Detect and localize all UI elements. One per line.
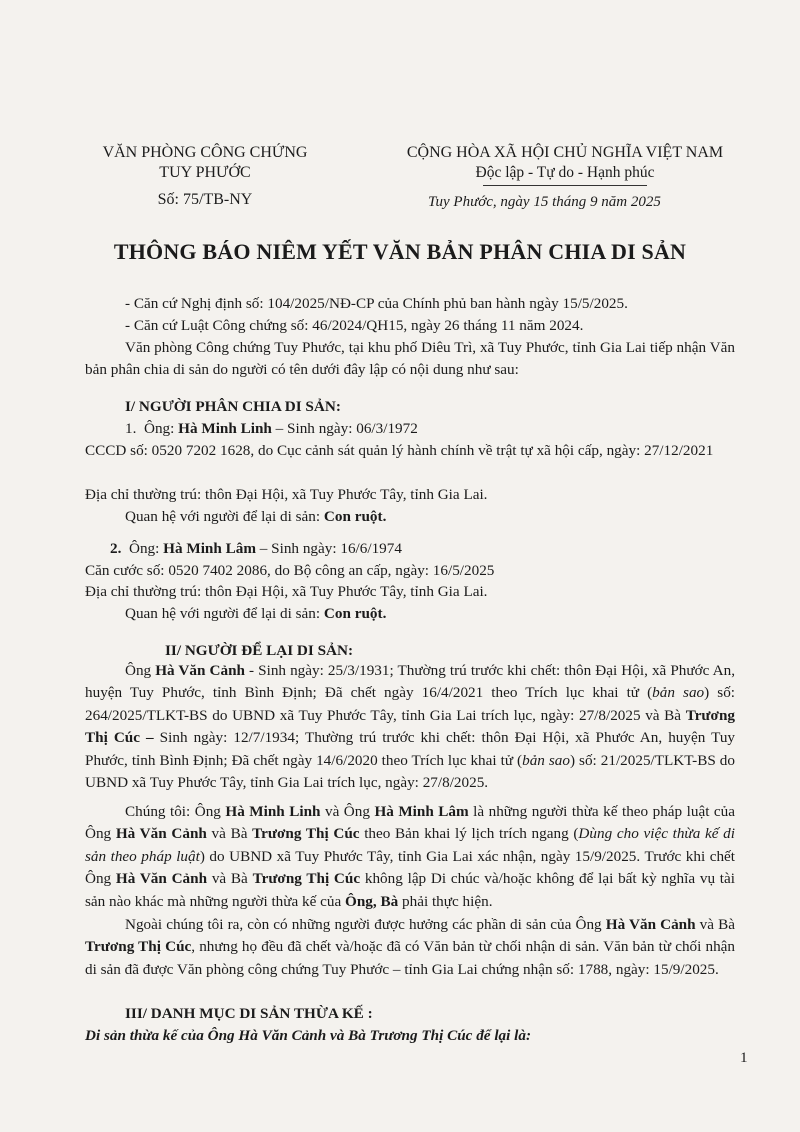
text-run: và Ông xyxy=(320,803,375,820)
page-number: 1 xyxy=(740,1049,748,1066)
person-2-name: Hà Minh Lâm xyxy=(163,540,256,557)
text-run: không lập Di chúc và/hoặc không để lại bất kỳ nghĩa vụ tài sản nào khác mà những người thừa kế của xyxy=(85,870,735,910)
heir-name: Hà Minh Linh xyxy=(225,803,321,820)
text-run: Sinh ngày: 12/7/1934; Thường trú trước khi chết: thôn Đại Hội, xã Phước An, huyện Tuy Phước, tỉnh Bình Định; Đã chết ngày 14/6/2020 theo Trích lục khai tử ( xyxy=(85,729,736,769)
text-run: là những người thừa kế theo pháp luật của Ông xyxy=(85,803,735,843)
person-1-line xyxy=(125,418,418,440)
text-run-italic: bản sao xyxy=(522,751,570,769)
person-2-birth: – Sinh ngày: 16/6/1974 xyxy=(255,540,402,557)
deceased-name: Trương Thị Cúc xyxy=(252,825,360,843)
text-run-italic: Dùng cho việc thừa kế di sản theo pháp luật xyxy=(85,825,735,865)
person-1-number: 1. xyxy=(125,420,137,437)
deceased-name: Ông, Bà xyxy=(345,892,399,910)
deceased-name: Trương Thị Cúc xyxy=(85,938,192,956)
text-run: và Bà xyxy=(206,825,253,843)
legal-basis-2: - Căn cứ Luật Công chứng số: 46/2024/QH15, ngày 26 tháng 11 năm 2024. xyxy=(125,317,584,334)
text-run: ) số: 21/2025/TLKT-BS do UBND xã Tuy Phước Tây, tỉnh Gia Lai trích lục, ngày: 27/8/2025. xyxy=(85,751,735,792)
person-1-birth: – Sinh ngày: 06/3/1972 xyxy=(271,420,418,437)
text-run: Chúng tôi: Ông xyxy=(125,803,226,820)
deceased-name-2: Trương Thị Cúc – xyxy=(85,706,735,747)
person-1-id: CCCD số: 0520 7202 1628, do Cục cảnh sát quản lý hành chính về trật tự xã hội cấp, ngày: 27/12/2021 xyxy=(85,442,714,459)
document-title: THÔNG BÁO NIÊM YẾT VĂN BẢN PHÂN CHIA DI SẢN xyxy=(113,239,687,264)
person-2-relation-value: Con ruột. xyxy=(323,605,387,622)
intro-paragraph: Văn phòng Công chứng Tuy Phước, tại khu phố Diêu Trì, xã Tuy Phước, tỉnh Gia Lai tiếp nhận Văn bản phân chia di sản do người có tên dưới đây lập có nội dung như sau: xyxy=(85,339,735,379)
person-2-relation xyxy=(125,603,386,625)
deceased-name-1: Hà Văn Cảnh xyxy=(155,662,245,679)
legal-basis-1: - Căn cứ Nghị định số: 104/2025/NĐ-CP của Chính phủ ban hành ngày 15/5/2025. xyxy=(125,295,628,312)
person-2-id: Căn cước số: 0520 7402 2086, do Bộ công an cấp, ngày: 16/5/2025 xyxy=(85,562,495,579)
text-run: phải thực hiện. xyxy=(398,892,493,910)
text-run: , nhưng họ đều đã chết và/hoặc đã có Văn bản từ chối nhận di sản. Văn bản từ chối nhận di sản đã được Văn phòng công chứng Tuy Phước – tỉnh Gia Lai chứng nhận số: 1788, ngày: 15/9/2025. xyxy=(85,938,736,978)
deceased-name: Hà Văn Cảnh xyxy=(605,916,696,933)
deceased-name: Trương Thị Cúc xyxy=(252,870,361,888)
deceased-paragraph xyxy=(85,660,735,794)
section-3-line: Di sản thừa kế của Ông Hà Văn Cảnh và Bà Trương Thị Cúc để lại là: xyxy=(85,1027,532,1044)
section-1-heading: I/ NGƯỜI PHÂN CHIA DI SẢN: xyxy=(125,398,341,415)
nation-title: CỘNG HÒA XÃ HỘI CHỦ NGHĨA VIỆT NAM xyxy=(406,144,724,161)
text-run: và Bà xyxy=(695,916,735,933)
text-run: ) do UBND xã Tuy Phước Tây, tỉnh Gia Lai xác nhận, ngày 15/9/2025. Trước khi chết Ông xyxy=(85,847,736,888)
nation-motto: Độc lập - Tự do - Hạnh phúc xyxy=(475,164,655,181)
person-1-relation-value: Con ruột. xyxy=(323,508,387,525)
person-1-address: Địa chỉ thường trú: thôn Đại Hội, xã Tuy Phước Tây, tỉnh Gia Lai. xyxy=(85,486,488,503)
deceased-name: Hà Văn Cảnh xyxy=(115,825,207,843)
person-2-line xyxy=(110,538,402,560)
others-paragraph xyxy=(85,914,735,981)
person-2-address: Địa chỉ thường trú: thôn Đại Hội, xã Tuy Phước Tây, tỉnh Gia Lai. xyxy=(85,583,488,600)
person-1-prefix: Ông: xyxy=(143,420,179,437)
org-name-line1: VĂN PHÒNG CÔNG CHỨNG xyxy=(102,144,308,161)
person-1-relation-label: Quan hệ với người để lại di sản: xyxy=(125,508,324,525)
heirs-paragraph xyxy=(85,801,735,913)
text-run: ) số: 264/2025/TLKT-BS do UBND xã Tuy Phước Tây, tỉnh Gia Lai trích lục, ngày: 27/8/2025 và Bà xyxy=(85,684,736,724)
deceased-name: Hà Văn Cảnh xyxy=(115,870,208,888)
heir-name: Hà Minh Lâm xyxy=(374,803,469,820)
text-run: Ngoài chúng tôi ra, còn có những người được hưởng các phần di sản của Ông xyxy=(125,916,606,933)
person-2-relation-label: Quan hệ với người để lại di sản: xyxy=(125,605,324,622)
document-number: Số: 75/TB-NY xyxy=(157,191,253,208)
person-1-name: Hà Minh Linh xyxy=(178,420,272,437)
text-run: Ông xyxy=(125,662,156,679)
text-run: - Sinh ngày: 25/3/1931; Thường trú trước khi chết: thôn Đại Hội, xã Phước An, huyện Tuy Phước, tỉnh Bình Định; Đã chết ngày 16/4/2021 theo Trích lục khai tử ( xyxy=(85,662,735,702)
text-run: theo Bản khai lý lịch trích ngang ( xyxy=(359,825,579,843)
motto-underline xyxy=(483,185,647,186)
text-run-italic: bản sao xyxy=(652,684,705,702)
org-name-line2: TUY PHƯỚC xyxy=(159,164,251,181)
section-3-heading: III/ DANH MỤC DI SẢN THỪA KẾ : xyxy=(125,1005,373,1022)
place-date: Tuy Phước, ngày 15 tháng 9 năm 2025 xyxy=(428,194,661,210)
text-run: và Bà xyxy=(207,870,253,888)
section-2-heading: II/ NGƯỜI ĐỂ LẠI DI SẢN: xyxy=(165,642,354,659)
person-2-prefix: Ông: xyxy=(128,540,164,557)
person-1-relation xyxy=(125,506,386,528)
person-2-number: 2. xyxy=(110,540,122,557)
